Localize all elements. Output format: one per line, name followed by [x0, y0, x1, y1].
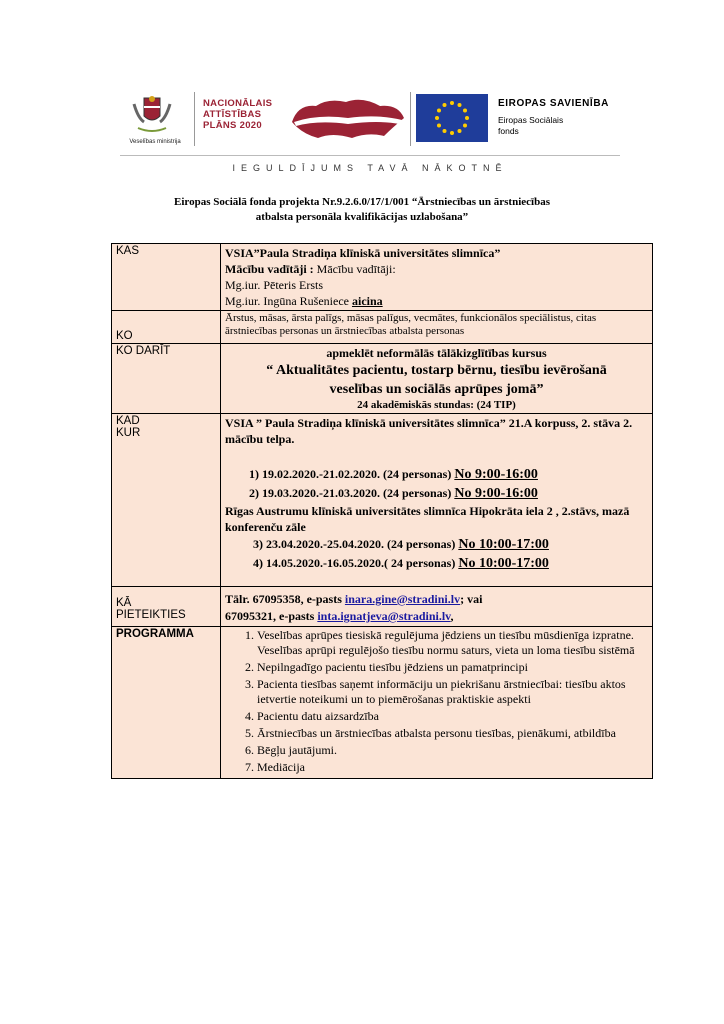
row-ko-darit — [112, 344, 653, 414]
course-hours: 24 akadēmiskās stundas: (24 TIP) — [357, 399, 516, 411]
logo-divider — [410, 92, 411, 146]
row-kad-kur — [112, 414, 653, 587]
course-title-2: veselības un sociālās aprūpes jomā” — [329, 382, 544, 397]
course-info-table — [111, 243, 653, 779]
contact-content: Tālr. 67095358, e-pasts inara.gine@stradini.lv; vai 67095321, e-pasts inta.ignatjeva@stradini.lv, — [221, 587, 653, 627]
list-item: 6. Bēgļu jautājumi. — [257, 743, 648, 758]
session-2: 2) 19.03.2020.-21.03.2020. (24 personas) No 9:00-16:00 — [249, 486, 538, 501]
label-ka-pieteikties: KĀ PIETEIKTIES — [112, 587, 221, 627]
course-intro: apmeklēt neformālās tālākizglītības kursus — [326, 346, 547, 360]
kas-content — [221, 244, 653, 311]
motto: IEGULDĪJUMS TAVĀ NĀKOTNĒ — [232, 163, 508, 173]
latvia-map-flag-icon — [288, 92, 408, 144]
course-title-1: “ Aktualitātes pacientu, tostarp bērnu, tiesību ievērošanā — [266, 363, 607, 378]
session-4: 4) 14.05.2020.-16.05.2020.( 24 personas) No 10:00-17:00 — [253, 556, 549, 571]
list-item: 7. Mediācija — [257, 760, 648, 775]
list-item: 1. Veselības aprūpes tiesiskā regulējuma jēdziens un tiesību mūsdienīga izpratne. Veselības aprūpi regulējošo tiesību normu saturs, vieta un loma tiesību sistēmā — [257, 628, 648, 658]
teachers-line: Mācību vadītāji : Mācību vadītāji: — [225, 262, 396, 276]
ko-content: Ārstus, māsas, ārsta palīgs, māsas palīgus, vecmātes, funkcionālos speciālistus, citas ārstniecības personas un ārstniecības atbalsta personas — [221, 311, 653, 344]
ko-darit-content — [221, 344, 653, 414]
eu-subtitle: Eiropas Sociālais fonds — [498, 115, 564, 136]
coat-of-arms-icon — [128, 94, 176, 134]
label-ko-darit: KO DARĪT — [112, 344, 221, 414]
row-programma — [112, 627, 653, 779]
list-item: 4. Pacientu datu aizsardzība — [257, 709, 648, 724]
list-item: 5. Ārstniecības un ārstniecības atbalsta personu tiesības, pienākumi, atbildība — [257, 726, 648, 741]
ministry-label: Veselības ministrija — [129, 139, 181, 145]
row-kas — [112, 244, 653, 311]
teacher-2: Mg.iur. Ingūna Rušeniece aicina — [225, 294, 383, 308]
session-3: 3) 23.04.2020.-25.04.2020. (24 personas) No 10:00-17:00 — [253, 537, 549, 552]
nap-logo-text: NACIONĀLAIS ATTĪSTĪBAS PLĀNS 2020 — [203, 98, 273, 131]
email-link-1[interactable]: inara.gine@stradini.lv — [344, 592, 461, 606]
logo-divider — [194, 92, 195, 146]
row-ko — [112, 311, 653, 344]
eu-title: EIROPAS SAVIENĪBA — [498, 98, 609, 109]
location-1: VSIA ” Paula Stradiņa klīniskā universitātes slimnīca” 21.A korpuss, 2. stāva 2. mācību telpa. — [225, 416, 633, 446]
label-programma: PROGRAMMA — [112, 627, 221, 779]
teacher-1: Mg.iur. Pēteris Ersts — [225, 278, 323, 292]
project-title: Eiropas Sociālā fonda projekta Nr.9.2.6.0/17/1/001 “Ārstniecības un ārstniecības atbalsta personāla kvalifikācijas uzlabošana” — [174, 196, 550, 223]
list-item: 3. Pacienta tiesības saņemt informāciju un piekrišanu ārstniecībai: tiesību aktos ietvertie noteikumi un to piemērošanas praktiskie aspekti — [257, 677, 648, 707]
location-2: Rīgas Austrumu klīniskā universitātes slimnīca Hipokrāta iela 2 , 2.stāvs, mazā konferenču zāle — [225, 504, 630, 534]
list-item: 2. Nepilngadīgo pacientu tiesību jēdziens un pamatprincipi — [257, 660, 648, 675]
label-ko: KO — [112, 311, 221, 344]
session-1: 1) 19.02.2020.-21.02.2020. (24 personas) No 9:00-16:00 — [249, 467, 538, 482]
kad-kur-content — [221, 414, 653, 587]
eu-flag-icon — [416, 94, 488, 142]
email-link-2[interactable]: inta.ignatjeva@stradini.lv — [317, 609, 451, 623]
label-kad-kur: KAD KUR — [112, 414, 221, 587]
header-logos — [120, 88, 620, 152]
header-rule — [120, 155, 620, 156]
label-kas: KAS — [112, 244, 221, 311]
programme-list — [225, 628, 648, 775]
programma-content — [221, 627, 653, 779]
organizer: VSIA”Paula Stradiņa klīniskā universitātes slimnīca” — [225, 246, 501, 260]
row-ka-pieteikties — [112, 587, 653, 627]
